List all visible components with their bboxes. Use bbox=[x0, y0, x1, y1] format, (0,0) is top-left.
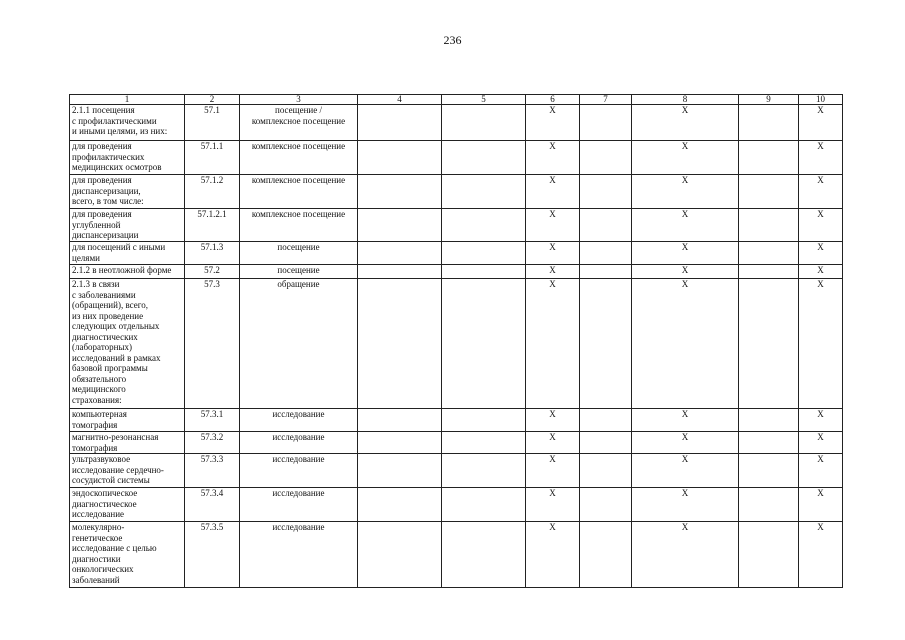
value-cell bbox=[739, 175, 799, 209]
value-cell bbox=[442, 175, 526, 209]
value-cell bbox=[739, 141, 799, 175]
table-row bbox=[70, 279, 843, 409]
unit-cell: комплексное посещение bbox=[240, 175, 358, 209]
table-header-row bbox=[70, 95, 843, 105]
value-cell bbox=[580, 141, 632, 175]
value-cell bbox=[358, 432, 442, 454]
table-row bbox=[70, 265, 843, 279]
value-cell: X bbox=[632, 488, 739, 522]
row-label: ультразвуковое исследование сердечно- сосудистой системы bbox=[70, 454, 185, 488]
value-cell bbox=[739, 454, 799, 488]
value-cell bbox=[358, 209, 442, 242]
value-cell: X bbox=[632, 105, 739, 141]
value-cell bbox=[580, 242, 632, 265]
unit-cell: обращение bbox=[240, 279, 358, 409]
row-label: магнитно-резонансная томография bbox=[70, 432, 185, 454]
value-cell: X bbox=[632, 242, 739, 265]
unit-cell: исследование bbox=[240, 432, 358, 454]
table-row bbox=[70, 175, 843, 209]
value-cell: X bbox=[632, 409, 739, 432]
row-code: 57.1.1 bbox=[185, 141, 240, 175]
value-cell bbox=[358, 488, 442, 522]
value-cell bbox=[358, 175, 442, 209]
value-cell: X bbox=[632, 522, 739, 588]
table-row bbox=[70, 209, 843, 242]
value-cell: X bbox=[526, 522, 580, 588]
value-cell: X bbox=[632, 175, 739, 209]
row-code: 57.3.1 bbox=[185, 409, 240, 432]
value-cell bbox=[442, 409, 526, 432]
table-row bbox=[70, 141, 843, 175]
value-cell bbox=[739, 209, 799, 242]
value-cell bbox=[580, 488, 632, 522]
value-cell: X bbox=[799, 242, 843, 265]
row-label: для проведения углубленной диспансеризации bbox=[70, 209, 185, 242]
row-label: молекулярно- генетическое исследование с целью диагностики онкологических заболеваний bbox=[70, 522, 185, 588]
value-cell bbox=[580, 265, 632, 279]
value-cell bbox=[580, 209, 632, 242]
row-label: 2.1.1 посещения с профилактическими и иными целями, из них: bbox=[70, 105, 185, 141]
value-cell: X bbox=[799, 105, 843, 141]
value-cell bbox=[739, 105, 799, 141]
unit-cell: исследование bbox=[240, 522, 358, 588]
value-cell bbox=[358, 454, 442, 488]
value-cell bbox=[442, 488, 526, 522]
value-cell bbox=[580, 454, 632, 488]
value-cell: X bbox=[799, 454, 843, 488]
value-cell: X bbox=[526, 105, 580, 141]
value-cell: X bbox=[526, 175, 580, 209]
column-header: 4 bbox=[358, 95, 442, 105]
column-header: 7 bbox=[580, 95, 632, 105]
value-cell: X bbox=[632, 141, 739, 175]
value-cell bbox=[442, 141, 526, 175]
value-cell: X bbox=[632, 209, 739, 242]
value-cell bbox=[580, 522, 632, 588]
table-row bbox=[70, 454, 843, 488]
value-cell bbox=[358, 409, 442, 432]
value-cell bbox=[442, 242, 526, 265]
value-cell: X bbox=[526, 488, 580, 522]
table-row bbox=[70, 409, 843, 432]
unit-cell: комплексное посещение bbox=[240, 209, 358, 242]
table-row bbox=[70, 105, 843, 141]
column-header: 5 bbox=[442, 95, 526, 105]
value-cell: X bbox=[526, 265, 580, 279]
value-cell: X bbox=[632, 454, 739, 488]
value-cell bbox=[739, 409, 799, 432]
value-cell bbox=[442, 265, 526, 279]
value-cell: X bbox=[526, 432, 580, 454]
value-cell bbox=[739, 432, 799, 454]
value-cell bbox=[580, 432, 632, 454]
value-cell bbox=[739, 265, 799, 279]
row-code: 57.3.5 bbox=[185, 522, 240, 588]
column-header: 9 bbox=[739, 95, 799, 105]
unit-cell: комплексное посещение bbox=[240, 141, 358, 175]
row-label: для проведения профилактических медицинских осмотров bbox=[70, 141, 185, 175]
value-cell bbox=[580, 105, 632, 141]
value-cell: X bbox=[799, 141, 843, 175]
value-cell bbox=[358, 522, 442, 588]
column-header: 8 bbox=[632, 95, 739, 105]
value-cell: X bbox=[799, 175, 843, 209]
value-cell bbox=[580, 175, 632, 209]
column-header: 1 bbox=[70, 95, 185, 105]
column-header: 10 bbox=[799, 95, 843, 105]
value-cell bbox=[580, 279, 632, 409]
value-cell: X bbox=[799, 279, 843, 409]
value-cell: X bbox=[526, 454, 580, 488]
table-row bbox=[70, 432, 843, 454]
value-cell bbox=[442, 105, 526, 141]
row-code: 57.1 bbox=[185, 105, 240, 141]
column-header: 2 bbox=[185, 95, 240, 105]
value-cell: X bbox=[632, 265, 739, 279]
data-table bbox=[69, 94, 843, 588]
value-cell bbox=[358, 242, 442, 265]
row-code: 57.3.4 bbox=[185, 488, 240, 522]
value-cell bbox=[442, 454, 526, 488]
row-code: 57.1.2 bbox=[185, 175, 240, 209]
value-cell bbox=[442, 279, 526, 409]
value-cell: X bbox=[526, 141, 580, 175]
value-cell: X bbox=[799, 409, 843, 432]
value-cell: X bbox=[799, 522, 843, 588]
value-cell bbox=[358, 265, 442, 279]
value-cell: X bbox=[526, 242, 580, 265]
row-code: 57.1.3 bbox=[185, 242, 240, 265]
row-code: 57.3.2 bbox=[185, 432, 240, 454]
value-cell: X bbox=[799, 432, 843, 454]
value-cell bbox=[442, 209, 526, 242]
value-cell: X bbox=[526, 279, 580, 409]
table-row bbox=[70, 242, 843, 265]
unit-cell: исследование bbox=[240, 488, 358, 522]
row-code: 57.3 bbox=[185, 279, 240, 409]
value-cell bbox=[358, 105, 442, 141]
row-label: 2.1.2 в неотложной форме bbox=[70, 265, 185, 279]
unit-cell: посещение / комплексное посещение bbox=[240, 105, 358, 141]
unit-cell: исследование bbox=[240, 454, 358, 488]
value-cell bbox=[442, 432, 526, 454]
value-cell bbox=[580, 409, 632, 432]
value-cell: X bbox=[799, 488, 843, 522]
row-code: 57.3.3 bbox=[185, 454, 240, 488]
row-label: эндоскопическое диагностическое исследование bbox=[70, 488, 185, 522]
value-cell bbox=[358, 141, 442, 175]
value-cell bbox=[739, 242, 799, 265]
value-cell: X bbox=[632, 279, 739, 409]
value-cell bbox=[739, 279, 799, 409]
value-cell bbox=[358, 279, 442, 409]
row-label: для проведения диспансеризации, всего, в том числе: bbox=[70, 175, 185, 209]
value-cell: X bbox=[799, 265, 843, 279]
table-row bbox=[70, 488, 843, 522]
unit-cell: посещение bbox=[240, 265, 358, 279]
value-cell: X bbox=[632, 432, 739, 454]
row-label: компьютерная томография bbox=[70, 409, 185, 432]
column-header: 6 bbox=[526, 95, 580, 105]
table-row bbox=[70, 522, 843, 588]
unit-cell: посещение bbox=[240, 242, 358, 265]
page-number: 236 bbox=[443, 33, 462, 47]
value-cell bbox=[739, 488, 799, 522]
unit-cell: исследование bbox=[240, 409, 358, 432]
column-header: 3 bbox=[240, 95, 358, 105]
value-cell: X bbox=[526, 409, 580, 432]
row-code: 57.1.2.1 bbox=[185, 209, 240, 242]
value-cell: X bbox=[799, 209, 843, 242]
value-cell bbox=[739, 522, 799, 588]
value-cell bbox=[442, 522, 526, 588]
row-label: для посещений с иными целями bbox=[70, 242, 185, 265]
row-code: 57.2 bbox=[185, 265, 240, 279]
row-label: 2.1.3 в связи с заболеваниями (обращений), всего, из них проведение следующих отдельных диагностических (лабораторных) исследований в рамках базовой программы обязательного медицинского страхования: bbox=[70, 279, 185, 409]
value-cell: X bbox=[526, 209, 580, 242]
